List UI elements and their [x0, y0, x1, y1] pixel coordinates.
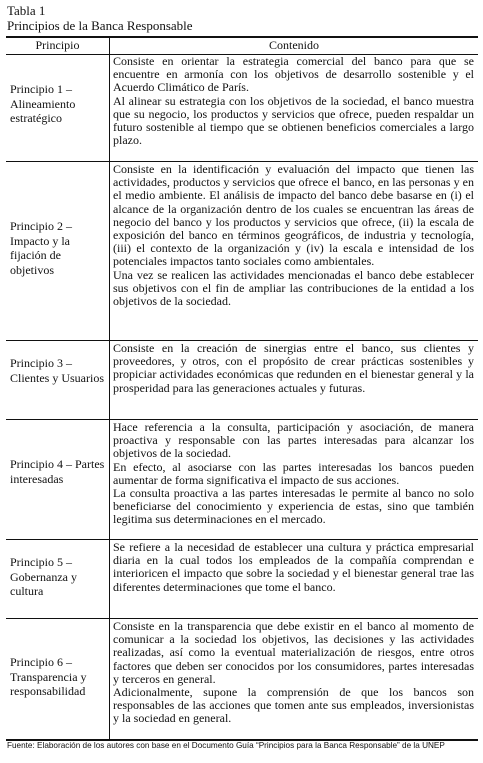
- principle-3-paragraph-1: Consiste en la creación de sinergias entre el banco, sus clientes y proveedores, y otros, con el propósito de crear prácticas sostenibles y propiciar actividades económicas que redunden en el bienestar general y la prosperidad para las generaciones actuales y futuras.: [113, 341, 474, 395]
- principle-4-content: [113, 421, 474, 527]
- principle-4-paragraph-1: Hace referencia a la consulta, participación y asociación, de manera proactiva y responsable con las partes interesadas para alcanzar los objetivos de la sociedad.: [113, 420, 474, 461]
- principle-1-paragraph-2: Al alinear su estrategia con los objetivos de la sociedad, el banco muestra que su negocio, los productos y servicios que ofrece, pueden respaldar un futuro sostenible al tiempo que se obtienen beneficios comerciales a largo plazo.: [113, 93, 474, 148]
- principle-6-content: [113, 620, 474, 726]
- table-source-note: Fuente: Elaboración de los autores con base en el Documento Guía “Principios para la Banca Responsable” de la UNEP: [7, 741, 445, 750]
- principle-2-paragraph-2: Una vez se realicen las actividades mencionadas el banco debe establecer sus objetivos con el fin de ampliar las contribuciones de la entidad a los objetivos de la sociedad.: [113, 267, 474, 309]
- principle-5-paragraph-1: Se refiere a la necesidad de establecer una cultura y práctica empresarial diaria en la cual todos los empleados de la compañía comprendan e interioricen el impacto que sobre la sociedad y el bienestar general trae las diferentes determinaciones que tome el banco.: [113, 540, 474, 594]
- principle-5-label: Principio 5 – Gobernanza y cultura: [10, 555, 77, 599]
- header-content: Contenido: [269, 38, 319, 52]
- principle-3-label: Principio 3 – Clientes y Usuarios: [10, 356, 104, 385]
- principle-6-paragraph-1: Consiste en la transparencia que debe existir en el banco al momento de comunicar a la sociedad los objetivos, las decisiones y las actividades realizadas, así como la eventual materialización de riesgos, entre otros factores que deben ser conocidos por los consumidores, partes interesadas y terceros en general.: [113, 619, 474, 686]
- principle-4-paragraph-3: La consulta proactiva a las partes interesadas le permite al banco no solo beneficiarse del conocimiento y experiencia de estas, sino que también legitima sus determinaciones en el mercado.: [113, 486, 474, 527]
- principle-2-label: Principio 2 – Impacto y la fijación de objetivos: [10, 219, 72, 277]
- principle-4-label: Principio 4 – Partes interesadas: [10, 457, 105, 486]
- principle-1-content: [113, 55, 474, 147]
- table-title: Principios de la Banca Responsable: [7, 18, 193, 33]
- principle-6-label: Principio 6 – Transparencia y responsabilidad: [10, 655, 87, 699]
- principle-2-content: [113, 163, 474, 308]
- header-principle: Principio: [35, 38, 80, 52]
- principle-2-paragraph-1: Consiste en la identificación y evaluación del impacto que tienen las actividades, productos y servicios que ofrece el banco, en las personas y en el medio ambiente. El análisis de impacto del banco debe basarse en (i) el alcance de la organización dentro de los cuales se encuentran las áreas de negocio del banco y los productos y servicios que ofrece, (ii) la escala de exposición del banco en términos geográficos, de industria y tecnología, (iii) el contexto de la organización y (iv) la escala e intensidad de los potenciales impactos tanto sociales como ambientales.: [113, 162, 474, 269]
- principle-1-label: Principio 1 – Alineamiento estratégico: [10, 82, 76, 126]
- table-label: Tabla 1: [7, 3, 46, 18]
- principle-5-content: [113, 541, 474, 594]
- principle-4-paragraph-2: En efecto, al asociarse con las partes interesadas los bancos pueden aumentar de forma significativa el impacto de sus acciones.: [113, 459, 474, 487]
- column-divider: [109, 37, 110, 739]
- principle-1-paragraph-1: Consiste en orientar la estrategia comercial del banco para que se encuentre en armonía con los objetivos de desarrollo sostenible y el Acuerdo Climático de París.: [113, 54, 474, 95]
- principle-3-content: [113, 342, 474, 395]
- principle-6-paragraph-2: Adicionalmente, supone la comprensión de que los bancos son responsables de las acciones que tomen ante sus empleados, inversionistas y la sociedad en general.: [113, 685, 474, 726]
